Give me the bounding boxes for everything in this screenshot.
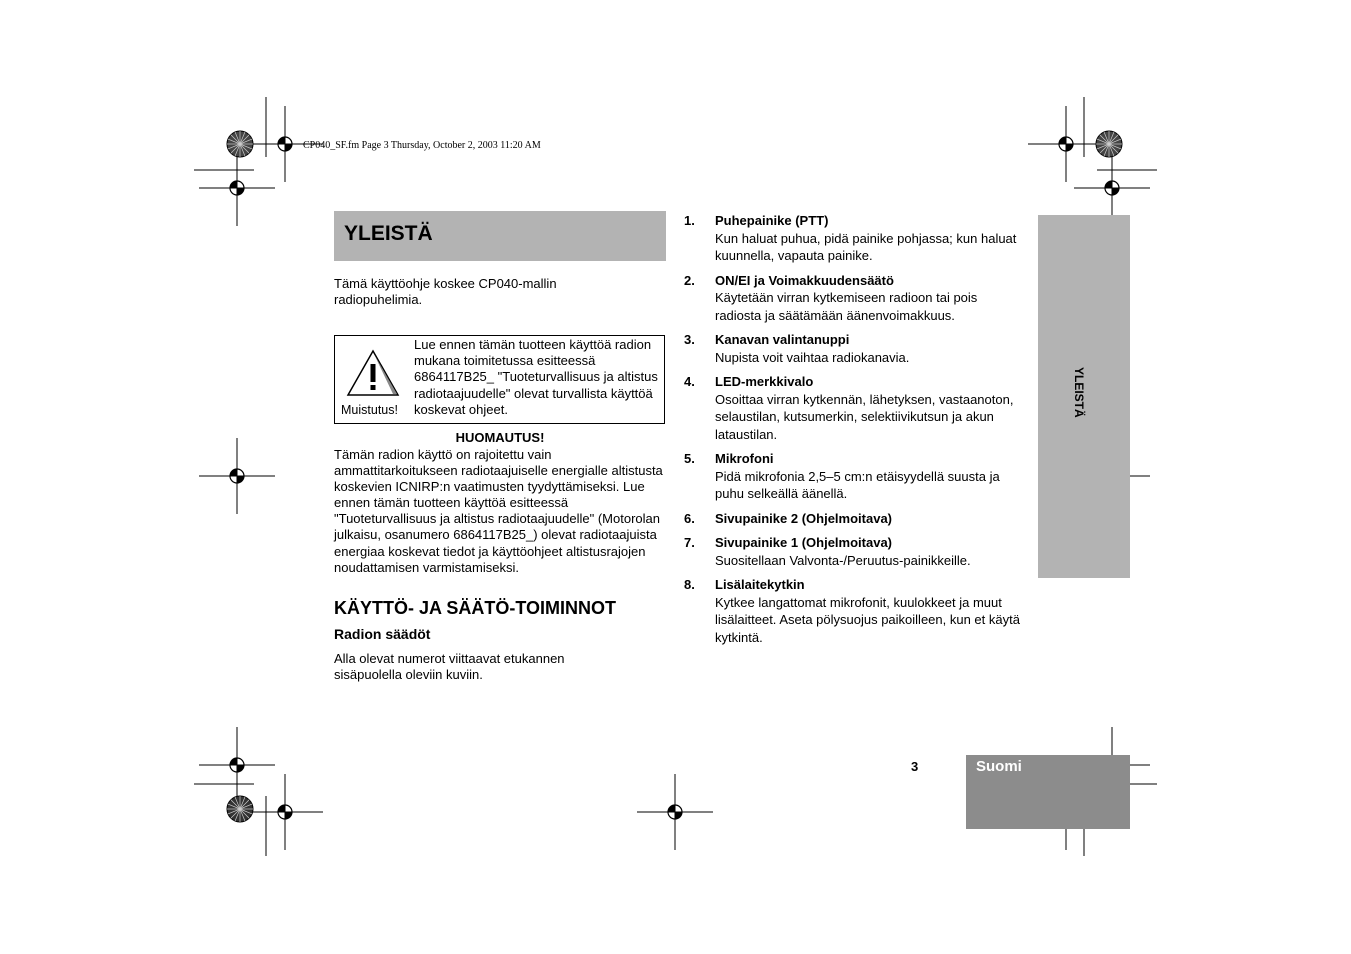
item-title: Kanavan valintanuppi — [715, 332, 850, 347]
item-description: Osoittaa virran kytkennän, lähetyksen, vastaanoton, selaustilan, kutsumerkin, selektiivikutsun ja akun lataustilan. — [715, 391, 1014, 442]
notice-title: HUOMAUTUS! — [455, 430, 545, 445]
list-item — [684, 373, 1024, 443]
item-description: Suositellaan Valvonta-/Peruutus-painikkeille. — [715, 552, 971, 568]
caution-text: Lue ennen tämän tuotteen käyttöä radion mukana toimitetussa esitteessä 6864117B25_ "Tuoteturvallisuus ja altistus radiotaajuudelle" olevat turvallista käyttöä koskevat ohjeet. — [414, 337, 658, 417]
notice-body: Tämän radion käyttö on rajoitettu vain ammattitarkoitukseen radiotaajuiselle energialle altistusta koskevien ICNIRP:n vaatimusten tyydyttämiseksi. Lue ennen tämän tuotteen käyttöä esitteessä "Tuoteturvallisuus ja altistus radiotaajuudelle" (Motorolan julkaisu, osanumero 6864117B25_) olevat radiotaajuista energiaa koskevat tiedot ja käyttöohjeet altistusrajojen noudattamisen varmistamiseksi. — [334, 447, 663, 575]
controls-heading: KÄYTTÖ- JA SÄÄTÖ-TOIMINNOT — [334, 598, 616, 618]
controls-paragraph: Alla olevat numerot viittaavat etukannen sisäpuolella oleviin kuviin. — [334, 651, 565, 683]
item-number: 3. — [684, 332, 695, 347]
item-title: Sivupainike 1 (Ohjelmoitava) — [715, 535, 892, 550]
caution-triangle-icon — [345, 348, 401, 398]
item-number: 5. — [684, 451, 695, 466]
list-item — [684, 510, 1024, 528]
language-label: Suomi — [976, 758, 1022, 775]
item-number: 1. — [684, 213, 695, 228]
section-title: YLEISTÄ — [344, 222, 433, 245]
file-info-header: CP040_SF.fm Page 3 Thursday, October 2, 2003 11:20 AM — [303, 140, 541, 151]
item-number: 7. — [684, 535, 695, 550]
list-item — [684, 534, 1024, 569]
item-number: 4. — [684, 374, 695, 389]
item-title: Mikrofoni — [715, 451, 774, 466]
item-description: Käytetään virran kytkemiseen radioon tai pois radiosta ja säätämään äänenvoimakkuus. — [715, 290, 978, 323]
list-item — [684, 450, 1024, 503]
section-side-tab — [1038, 215, 1130, 578]
caution-label: Muistutus! — [341, 403, 398, 417]
item-title: LED-merkkivalo — [715, 374, 814, 389]
item-number: 6. — [684, 510, 695, 526]
page-number: 3 — [911, 759, 919, 774]
language-tab — [966, 755, 1130, 829]
list-item — [684, 212, 1024, 265]
list-item — [684, 272, 1024, 325]
list-item — [684, 331, 1024, 366]
item-title: Sivupainike 2 (Ohjelmoitava) — [715, 510, 892, 526]
item-title: Puhepainike (PTT) — [715, 213, 829, 228]
item-description: Kytkee langattomat mikrofonit, kuulokkeet ja muut lisälaitteet. Aseta pölysuojus paikoilleen, kun et käytä kytkintä. — [715, 594, 1020, 645]
controls-subheading: Radion säädöt — [334, 626, 431, 642]
item-title: ON/EI ja Voimakkuudensäätö — [715, 272, 894, 288]
item-number: 8. — [684, 577, 695, 592]
item-number: 2. — [684, 272, 695, 288]
list-item — [684, 576, 1024, 646]
side-tab-label: YLEISTÄ — [1072, 367, 1086, 418]
item-description: Kun haluat puhua, pidä painike pohjassa; kun haluat kuunnella, vapauta painike. — [715, 230, 1017, 263]
item-description: Nupista voit vaihtaa radiokanavia. — [715, 349, 910, 365]
caution-box — [334, 335, 665, 424]
controls-list — [684, 212, 1024, 646]
item-description: Pidä mikrofonia 2,5–5 cm:n etäisyydellä suusta ja puhu selkeällä äänellä. — [715, 468, 1000, 501]
intro-paragraph: Tämä käyttöohje koskee CP040-mallin radiopuhelimia. — [334, 276, 557, 308]
section-title-bar — [334, 211, 666, 261]
item-title: Lisälaitekytkin — [715, 577, 805, 592]
